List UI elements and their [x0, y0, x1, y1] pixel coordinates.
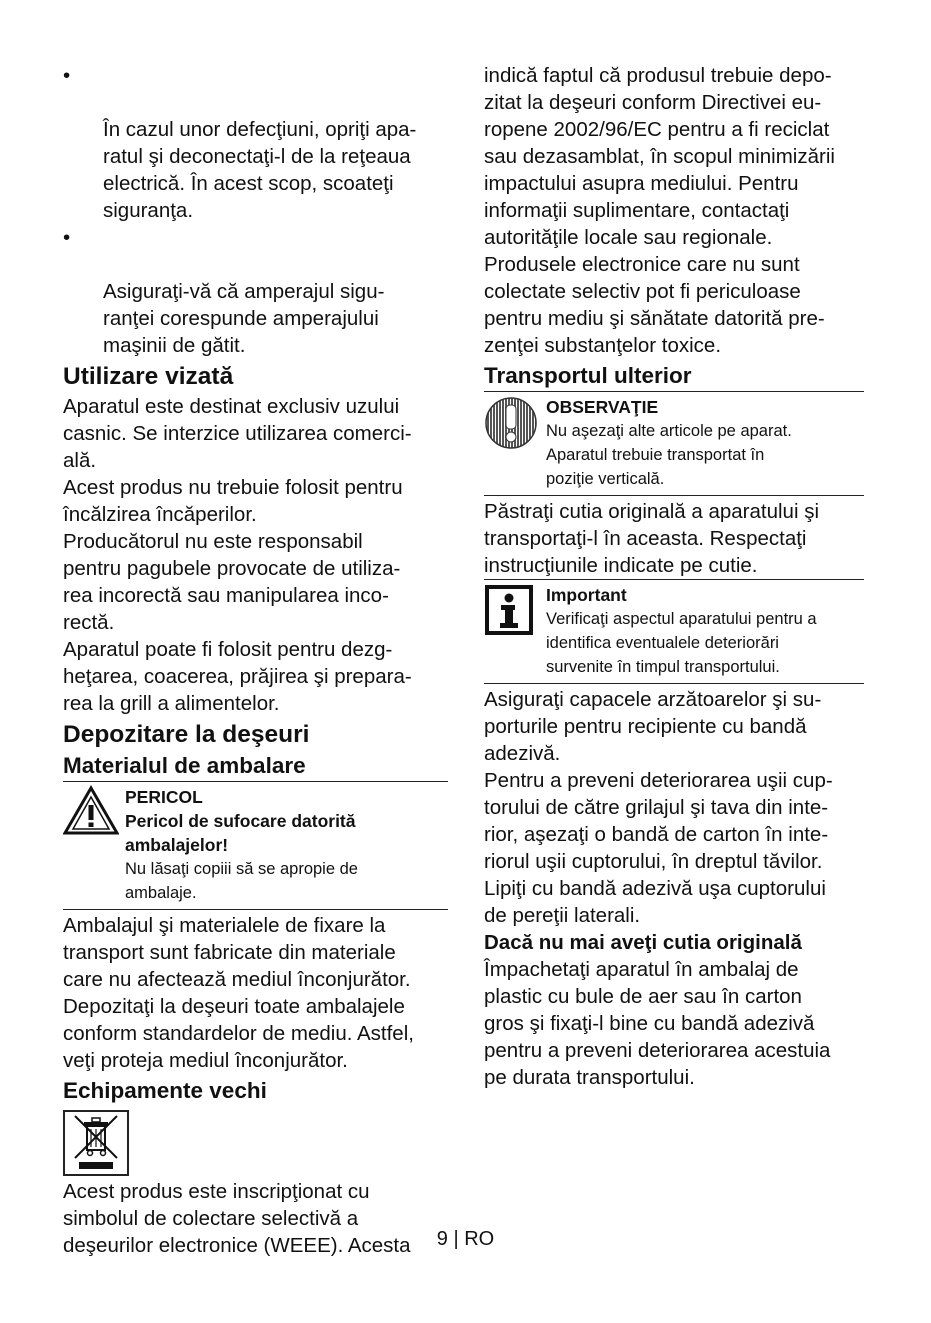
paragraph: Ambalajul şi materialele de fixare la transport sunt fabricate din materiale care nu afectează mediul înconjurător. Depozitaţi la deşeuri toate ambalajele conform standardelor de mediu. Astfel, veţi proteja mediul înconjurător.	[63, 914, 414, 1072]
left-column	[63, 62, 448, 1259]
danger-notice	[63, 782, 448, 909]
notice-body: Nu aşezaţi alte articole pe aparat. Aparatul trebuie transportat în poziţie verticală.	[546, 422, 792, 488]
exclamation-circle-icon	[484, 395, 546, 491]
warning-triangle-icon	[63, 785, 125, 905]
paragraph: indică faptul că produsul trebuie depo- zitat la deşeuri conform Directivei eu- ropene 2002/96/EC pentru a fi reciclat sau dezasamblat, în scopul minimizării impactului asupra mediului. Pentru informaţii suplimentare, contactaţi autorităţile locale sau regionale.	[484, 64, 835, 249]
subsection-heading-echipamente: Echipamente vechi	[63, 1078, 267, 1103]
list-item	[63, 224, 448, 359]
paragraph: Acest produs nu trebuie folosit pentru încălzirea încăperilor.	[63, 476, 403, 526]
info-notice	[484, 580, 864, 683]
divider	[63, 909, 448, 910]
right-column	[484, 62, 864, 1091]
subsection-heading-material: Materialul de ambalare	[63, 753, 306, 778]
paragraph: Produsele electronice care nu sunt colectate selectiv pot fi periculoase pentru mediu şi sănătate datorită pre- zenţei substanţelor toxice.	[484, 253, 825, 357]
divider	[484, 683, 864, 684]
note-notice	[484, 392, 864, 495]
bullet-text: În cazul unor defecţiuni, opriţi apa- ratul şi deconectaţi-l de la reţeaua electrică. În acest scop, scoateţi siguranţa.	[103, 118, 417, 222]
paragraph: Aparatul poate fi folosit pentru dezg- heţarea, coacerea, prăjirea şi prepara- rea la grill a alimentelor.	[63, 638, 412, 715]
paragraph: Împachetaţi aparatul în ambalaj de plastic cu bule de aer sau în carton gros şi fixaţi-l bine cu bandă adezivă pentru a preveni deteriorarea acestuia pe durata transportului.	[484, 958, 831, 1089]
bullet-icon: •	[63, 64, 71, 87]
bold-heading-no-box: Dacă nu mai aveţi cutia originală	[484, 931, 802, 954]
paragraph: Producătorul nu este responsabil pentru pagubele provocate de utiliza- rea incorectă sau manipularea inco- rectă.	[63, 530, 401, 634]
paragraph: Acest produs este inscripţionat cu simbolul de colectare selectivă a deşeurilor electronice (WEEE). Acesta	[63, 1180, 411, 1257]
notice-title: Important	[546, 585, 627, 605]
page-number: 9 | RO	[436, 1228, 495, 1250]
divider	[484, 495, 864, 496]
paragraph: Aparatul este destinat exclusiv uzului casnic. Se interzice utilizarea comerci- ală.	[63, 395, 412, 472]
list-item	[63, 62, 448, 224]
paragraph: Pentru a preveni deteriorarea uşii cup- torului de către grilajul şi tava din inte- rior, aşezaţi o bandă de carton în inte- riorul uşii cuptorului, în dreptul tăvilor. Lipiţi cu bandă adezivă uşa cuptorului de pereţii laterali.	[484, 769, 833, 927]
section-heading-depozitare: Depozitare la deşeuri	[63, 721, 310, 748]
paragraph: Asiguraţi capacele arzătoarelor şi su- porturile pentru recipiente cu bandă adezivă.	[484, 688, 822, 765]
crossed-out-bin-icon	[63, 1110, 129, 1176]
bullet-icon: •	[63, 226, 71, 249]
notice-bold: Pericol de sufocare datorită ambalajelor!	[125, 811, 356, 855]
bullet-text: Asiguraţi-vă că amperajul sigu- ranţei corespunde amperajului maşinii de gătit.	[103, 280, 385, 357]
paragraph: Păstraţi cutia originală a aparatului şi transportaţi-l în aceasta. Respectaţi instrucţiunile indicate pe cutie.	[484, 500, 820, 577]
notice-title: PERICOL	[125, 787, 203, 807]
notice-body: Nu lăsaţi copiii să se apropie de ambalaje.	[125, 860, 358, 902]
notice-title: OBSERVAŢIE	[546, 397, 659, 417]
info-icon	[484, 583, 546, 679]
section-heading-utilizare: Utilizare vizată	[63, 363, 234, 390]
notice-body: Verificaţi aspectul aparatului pentru a identifica eventualele deteriorări survenite în timpul transportului.	[546, 610, 817, 676]
subsection-heading-transport: Transportul ulterior	[484, 363, 692, 388]
